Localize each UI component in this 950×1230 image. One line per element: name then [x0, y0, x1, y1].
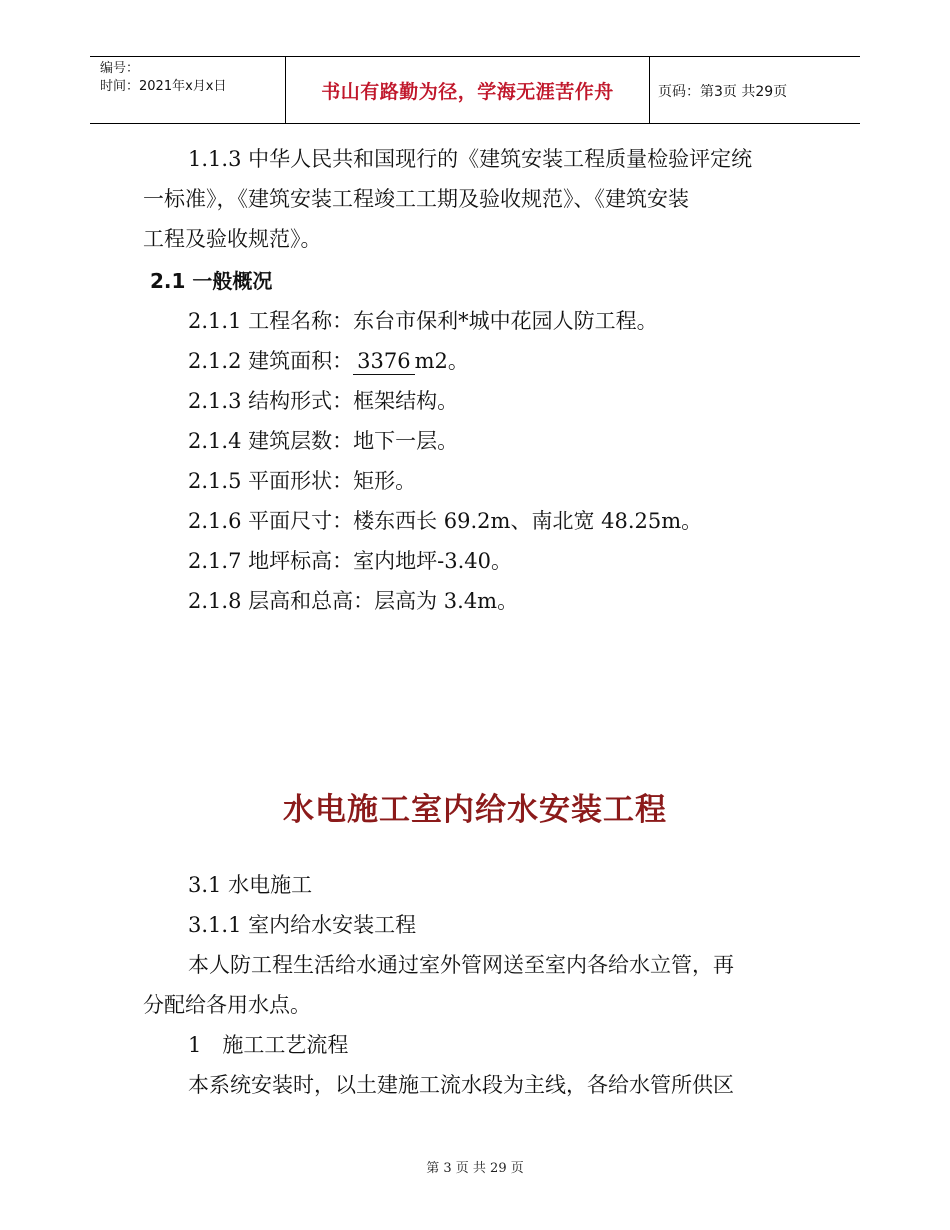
list-item: 2.1.3 结构形式：框架结构。	[188, 389, 459, 413]
header-time-label: 时间：2021年x月x日	[100, 79, 227, 94]
list-item: 2.1.6 平面尺寸：楼东西长 69.2m、南北宽 48.25m。	[188, 509, 703, 533]
paragraph-line: 1.1.3 中华人民共和国现行的《建筑安装工程质量检验评定统	[188, 147, 753, 171]
paragraph-line: 一标准》，《建筑安装工程竣工工期及验收规范》、《建筑安装	[143, 187, 689, 211]
section-heading: 2.1 一般概况	[150, 269, 273, 293]
paragraph-line: 本系统安装时，以土建施工流水段为主线，各给水管所供区	[188, 1073, 734, 1097]
paragraph-line: 分配给各用水点。	[143, 993, 311, 1017]
header-divider	[649, 57, 650, 123]
section-heading: 3.1 水电施工	[188, 873, 313, 897]
list-item	[188, 348, 469, 375]
list-item: 2.1.4 建筑层数：地下一层。	[188, 429, 459, 453]
page-header	[90, 56, 860, 124]
list-item: 2.1.7 地坪标高：室内地坪-3.40。	[188, 549, 512, 573]
header-number-label: 编号：	[100, 61, 140, 76]
list-item: 2.1.5 平面形状：矩形。	[188, 469, 417, 493]
area-unit: m2。	[414, 349, 469, 373]
chapter-title: 水电施工室内给水安装工程	[283, 792, 667, 828]
subsection-heading: 3.1.1 室内给水安装工程	[188, 913, 417, 937]
paragraph-line: 工程及验收规范》。	[143, 227, 322, 251]
page-footer: 第 3 页 共 29 页	[426, 1161, 524, 1176]
area-value: 3376	[353, 348, 414, 375]
list-item: 2.1.8 层高和总高：层高为 3.4m。	[188, 589, 519, 613]
item-label: 2.1.2 建筑面积：	[188, 349, 354, 373]
header-page-label: 页码：第3页 共29页	[658, 84, 788, 100]
header-motto: 书山有路勤为径，学海无涯苦作舟	[321, 81, 614, 103]
header-meta	[100, 60, 226, 96]
list-item: 2.1.1 工程名称：东台市保利*城中花园人防工程。	[188, 309, 658, 333]
step-heading: 1 施工工艺流程	[188, 1033, 349, 1057]
paragraph-line: 本人防工程生活给水通过室外管网送至室内各给水立管，再	[188, 953, 734, 977]
